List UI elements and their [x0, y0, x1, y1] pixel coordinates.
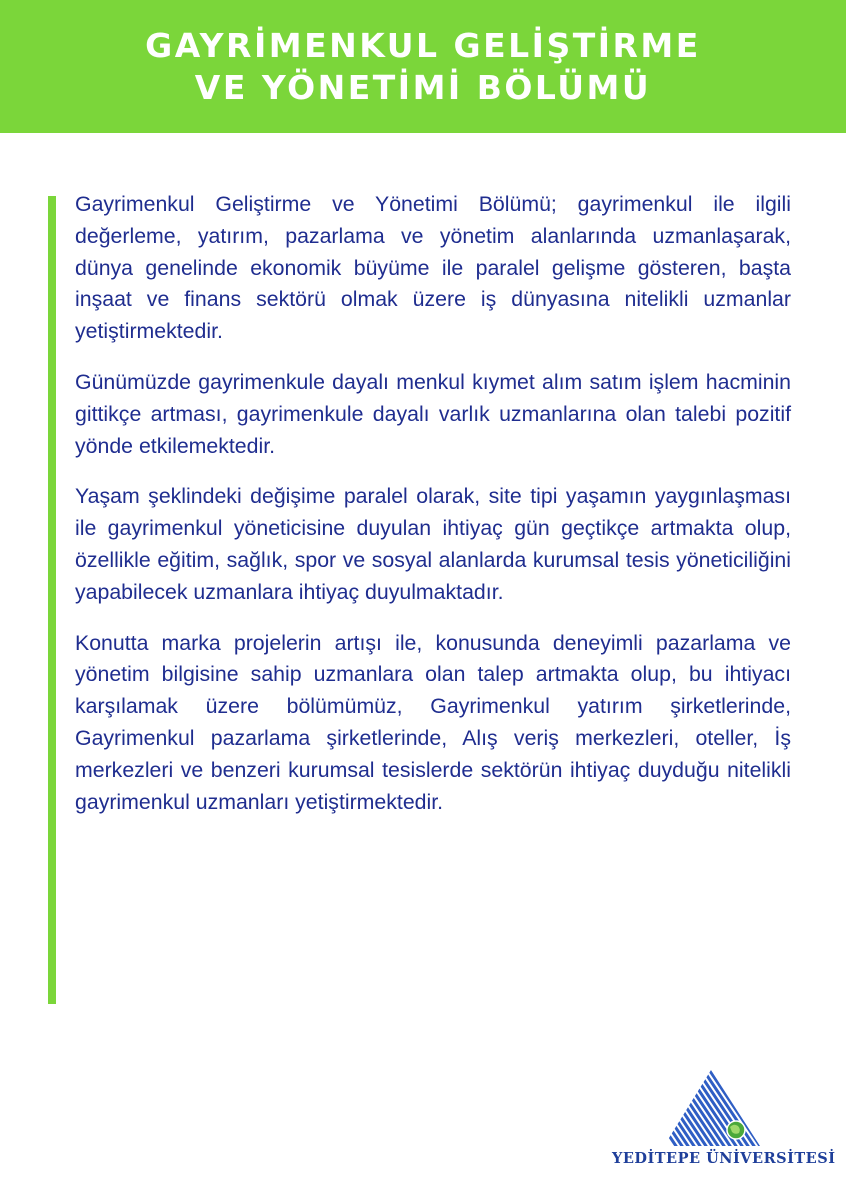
body-text: [75, 189, 791, 837]
paragraph-1: Gayrimenkul Geliştirme ve Yönetimi Bölümü; gayrimenkul ile ilgili değerleme, yatırım, pazarlama ve yönetim alanlarında uzmanlaşarak, dünya genelinde ekonomik büyüme ile paralel gelişme gösteren, başta inşaat ve finans sektörü olmak üzere iş dünyasına nitelikli uzmanlar yetiştirmektedir.: [75, 192, 791, 344]
university-logo: [612, 1068, 836, 1178]
page-header: [0, 0, 846, 133]
university-name: YEDİTEPE ÜNİVERSİTESİ: [612, 1150, 836, 1167]
paragraph-4: Konutta marka projelerin artışı ile, konusunda deneyimli pazarlama ve yönetim bilgisine sahip uzmanlara olan talep artmakta olup, bu ihtiyacı karşılamak üzere bölümümüz, Gayrimenkul yatırım şirketlerinde, Gayrimenkul pazarlama şirketlerinde, Alış veriş merkezleri, oteller, İş merkezleri ve benzeri kurumsal tesislerde sektörün ihtiyaç duyduğu nitelikli gayrimenkul uzmanları yetiştirmektedir.: [75, 630, 791, 814]
paragraph-3: Yaşam şeklindeki değişime paralel olarak, site tipi yaşamın yaygınlaşması ile gayrimenkul yöneticisine duyulan ihtiyaç gün geçtikçe artmakta olup, özellikle eğitim, sağlık, spor ve sosyal alanlarda kurumsal tesis yöneticiliğini yapabilecek uzmanlara ihtiyaç duyulmaktadır.: [75, 484, 791, 604]
page-title-line-2: VE YÖNETİMİ BÖLÜMÜ: [194, 67, 652, 107]
yeditepe-logo-icon: [664, 1070, 774, 1148]
green-accent-bar: [48, 196, 56, 1004]
paragraph-2: Günümüzde gayrimenkule dayalı menkul kıymet alım satım işlem hacminin gittikçe artması, gayrimenkule dayalı varlık uzmanlarına olan talebi pozitif yönde etkilemektedir.: [75, 369, 791, 458]
page-title-line-1: GAYRİMENKUL GELİŞTİRME: [145, 25, 701, 65]
